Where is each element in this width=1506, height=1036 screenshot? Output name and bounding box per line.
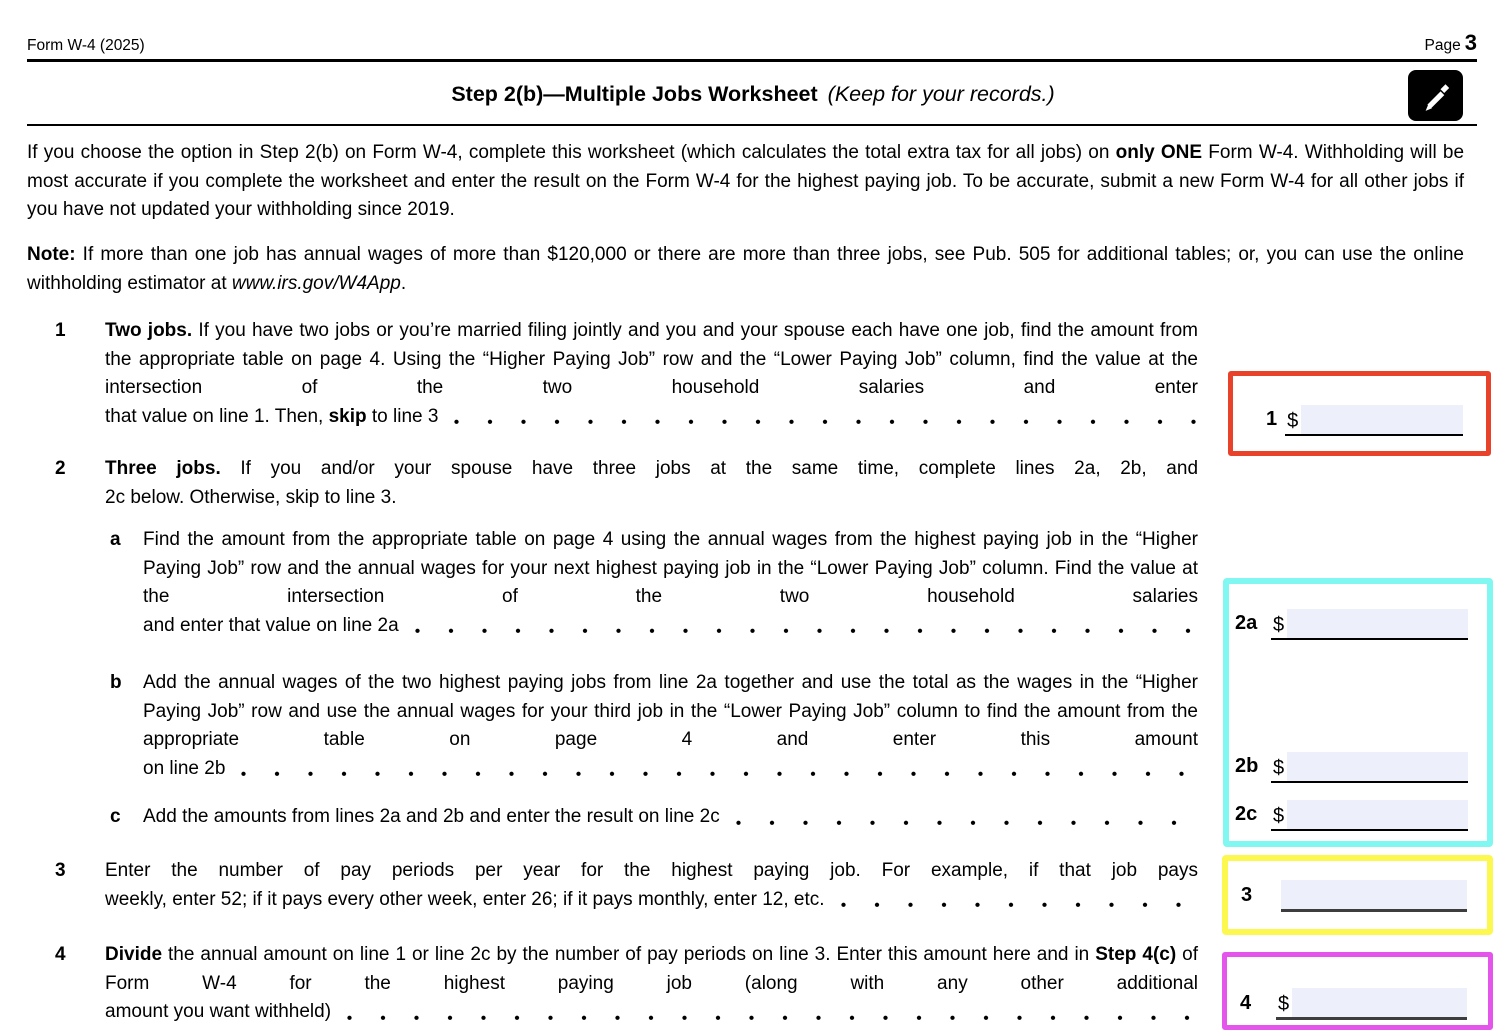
line-1-label: 1 xyxy=(1266,408,1278,430)
line-1-input[interactable] xyxy=(1301,405,1463,434)
line-2c-input[interactable] xyxy=(1287,800,1468,829)
item-b-text xyxy=(143,669,1198,783)
page-number: 3 xyxy=(1464,30,1477,55)
item-2-body: Three jobs. If you and/or your spouse have three jobs at the same time, complete lines 2a, 2b, and xyxy=(105,458,1199,479)
worksheet-title xyxy=(0,82,1506,108)
item-c-text xyxy=(143,803,1198,832)
line-1-dollar-sign: $ xyxy=(1287,410,1299,432)
page-header xyxy=(27,30,1477,56)
page-label: Page xyxy=(1424,37,1461,54)
line-4-entry-line xyxy=(1276,987,1467,1020)
pencil-icon xyxy=(1408,70,1463,121)
line-2a-dollar-sign: $ xyxy=(1273,614,1285,636)
header-divider xyxy=(27,59,1477,62)
line-1-entry-row xyxy=(1266,403,1463,436)
note-paragraph: Note: If more than one job has annual wages of more than $120,000 or there are more than three jobs, see Pub. 505 for additional tables; or, you can use the online withholding estimator at www.irs.gov/W4App. xyxy=(27,244,1464,294)
intro-paragraph: If you choose the option in Step 2(b) on Form W-4, complete this worksheet (which calculates the total extra tax for all jobs) on only ONE Form W-4. Withholding will be most accurate if you complete the worksheet and enter the result on the Form W-4 for the highest paying job. To be accurate, submit a new Form W-4 for all other jobs if you have not updated your withholding since 2019. xyxy=(27,142,1465,221)
item-b-tail-text: on line 2b xyxy=(143,757,226,779)
item-2-number: 2 xyxy=(55,458,66,479)
item-c-number: c xyxy=(110,806,121,827)
item-a-text xyxy=(143,526,1198,640)
item-2-text xyxy=(105,455,1198,512)
line-4-input[interactable] xyxy=(1292,988,1467,1017)
dot-leader xyxy=(454,419,1196,425)
line-2b-dollar-sign: $ xyxy=(1273,757,1285,779)
line-1-annotation-box xyxy=(1228,371,1491,456)
item-4-number: 4 xyxy=(55,944,66,965)
item-b-number: b xyxy=(110,672,122,693)
line-3-annotation-box xyxy=(1222,855,1493,935)
item-4-last-line xyxy=(105,998,1198,1027)
item-2-last-line xyxy=(105,484,1198,513)
dot-leader xyxy=(841,902,1196,908)
line-2a-input[interactable] xyxy=(1287,609,1468,638)
dot-leader xyxy=(415,628,1196,634)
page-indicator xyxy=(1425,30,1477,56)
line-2b-entry-row xyxy=(1235,750,1468,783)
line-3-input[interactable] xyxy=(1281,880,1467,909)
line-2a-entry-line xyxy=(1271,607,1468,640)
item-a-body: Find the amount from the appropriate table on page 4 using the annual wages from the highest paying job in the “Higher Paying Job” row and the annual wages for your next highest paying job in the “Lower Paying Job” column. Find the value at the intersection of the two household salaries xyxy=(143,529,1198,608)
item-3-body: Enter the number of pay periods per year for the highest paying job. For example, if that job pays xyxy=(105,860,1198,881)
line-3-entry-row xyxy=(1241,879,1467,912)
line-4-entry-row xyxy=(1240,987,1467,1020)
worksheet-title-main: Step 2(b)—Multiple Jobs Worksheet xyxy=(451,82,818,106)
line-2-annotation-box xyxy=(1223,578,1493,847)
dot-leader xyxy=(736,820,1196,826)
item-c-last-line xyxy=(143,803,1198,832)
item-1-tail-text: that value on line 1. Then, skip to line 3 xyxy=(105,405,439,427)
item-c-tail-text: Add the amounts from lines 2a and 2b and enter the result on line 2c xyxy=(143,806,720,827)
line-1-entry-line xyxy=(1285,403,1463,436)
item-1-body: Two jobs. If you have two jobs or you’re married filing jointly and you and your spouse each have one job, find the amount from the appropriate table on page 4. Using the “Higher Paying Job” row and the “Lower Paying Job” column, find the value at the intersection of the two household salaries and enter xyxy=(105,320,1198,399)
item-a-tail-text: and enter that value on line 2a xyxy=(143,614,399,636)
item-3-last-line xyxy=(105,886,1198,915)
form-id-label: Form W-4 (2025) xyxy=(27,37,145,54)
item-2-tail-text: 2c below. Otherwise, skip to line 3. xyxy=(105,486,397,508)
line-4-dollar-sign: $ xyxy=(1278,993,1290,1015)
item-a-number: a xyxy=(110,529,121,550)
line-2b-label: 2b xyxy=(1235,755,1259,777)
line-2b-entry-line xyxy=(1271,750,1468,783)
item-1-text xyxy=(105,317,1198,431)
line-4-annotation-box xyxy=(1222,952,1493,1030)
item-1-last-line xyxy=(105,403,1198,432)
line-2b-input[interactable] xyxy=(1287,752,1468,781)
line-2c-dollar-sign: $ xyxy=(1273,805,1285,827)
item-1-number: 1 xyxy=(55,320,66,341)
line-2a-label: 2a xyxy=(1235,612,1258,634)
line-2c-label: 2c xyxy=(1235,803,1258,825)
item-4-tail-text: amount you want withheld) xyxy=(105,1001,332,1023)
item-a-last-line xyxy=(143,612,1198,641)
item-4-body: Divide the annual amount on line 1 or line 2c by the number of pay periods on line 3. Enter this amount here and in Step 4(c) of Form W-4 for the highest paying job (along with any other additional xyxy=(105,944,1199,994)
dot-leader xyxy=(241,771,1196,777)
item-4-text xyxy=(105,941,1198,1027)
item-3-number: 3 xyxy=(55,860,66,881)
item-b-last-line xyxy=(143,755,1198,784)
item-3-tail-text: weekly, enter 52; if it pays every other week, enter 26; if it pays monthly, enter 12, etc. xyxy=(105,888,825,910)
line-2a-entry-row xyxy=(1235,607,1468,640)
dot-leader xyxy=(347,1015,1196,1021)
item-3-text xyxy=(105,857,1198,914)
line-2c-entry-line xyxy=(1271,798,1468,831)
line-3-entry-line xyxy=(1281,879,1467,912)
title-divider xyxy=(27,124,1477,126)
worksheet-title-note: (Keep for your records.) xyxy=(827,82,1055,106)
line-3-label: 3 xyxy=(1241,884,1253,906)
line-4-label: 4 xyxy=(1240,992,1252,1014)
line-2c-entry-row xyxy=(1235,798,1468,831)
item-b-body: Add the annual wages of the two highest paying jobs from line 2a together and use the total as the wages in the “Higher Paying Job” row and use the annual wages for your third job in the “Lower Paying Job” column to find the amount from the appropriate table on page 4 and enter this amount xyxy=(143,672,1198,751)
